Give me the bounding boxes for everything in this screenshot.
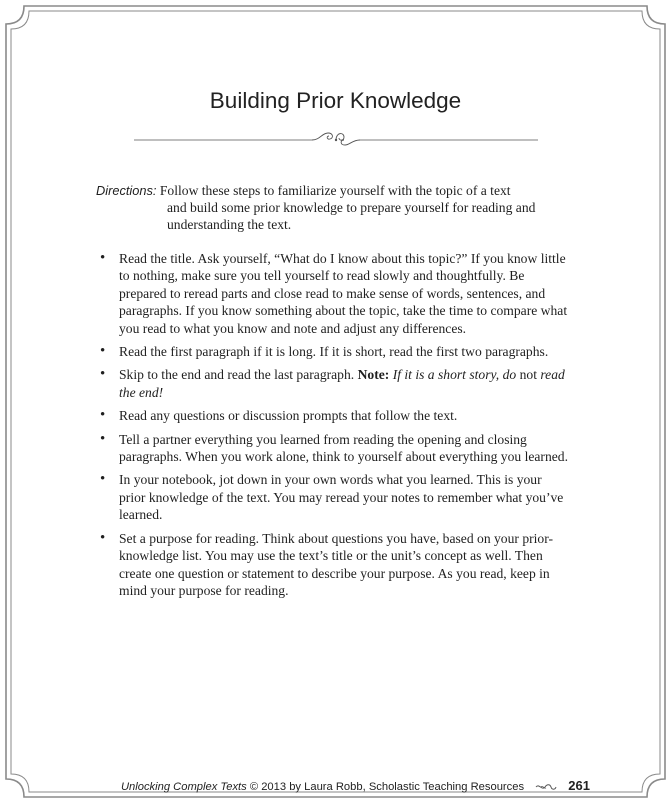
step-text: Tell a partner everything you learned from reading the opening and closing paragraphs. When you work alone, think to yourself about everything you learned.: [119, 431, 568, 465]
directions-text: and build some prior knowledge to prepare yourself for reading and understanding the text.: [167, 200, 536, 232]
directions-first-line: Follow these steps to familiarize yourself with the topic of a text: [159, 183, 511, 198]
note-text: do: [502, 367, 517, 383]
note-text: not: [519, 367, 537, 383]
step-text: Skip to the end and read the last paragraph.: [119, 367, 355, 383]
step-text: Set a purpose for reading. Think about questions you have, based on your prior-knowledge list. You may use the text’s title or the unit’s concept as well. Then create one question or statement to describe your purpose. As you read, keep in mind your purpose for reading.: [119, 530, 554, 598]
step-text: In your notebook, jot down in your own words what you learned. This is your prior knowledge of the text. You may reread your notes to remember what you’ve learned.: [119, 472, 564, 523]
list-item: [100, 250, 568, 337]
directions-block: [96, 182, 564, 233]
page-title: Building Prior Knowledge: [209, 88, 462, 113]
title-divider-ornament: [134, 128, 538, 148]
list-item: [100, 530, 568, 600]
list-item: [100, 343, 568, 360]
footer-credit: © 2013 by Laura Robb, Scholastic Teaching Resources: [246, 781, 525, 793]
page-footer: [100, 778, 590, 793]
footer-book-title: Unlocking Complex Texts: [120, 781, 247, 793]
steps-list: [100, 250, 568, 605]
footer-ornament-icon: [535, 782, 557, 792]
note-text: read the end!: [119, 367, 565, 400]
step-text: Read any questions or discussion prompts that follow the text.: [119, 408, 458, 424]
list-item: [100, 407, 568, 424]
step-text: Read the first paragraph if it is long. If it is short, read the first two paragraphs.: [119, 344, 549, 360]
list-item: [100, 431, 568, 466]
list-item: [100, 471, 568, 523]
list-item: [100, 366, 568, 401]
note-text: If it is a short story,: [392, 367, 500, 383]
step-text: Read the title. Ask yourself, “What do I know about this topic?” If you know little to nothing, make sure you tell yourself to read slowly and thoughtfully. Be prepared to reread parts and close read to make sense of words, sentences, and paragraphs. If you know something about the topic, take the time to compare what you read to what you know and note and adjust any differences.: [119, 251, 568, 336]
note-label: Note:: [357, 367, 390, 383]
directions-label: Directions:: [96, 183, 157, 198]
page-number: 261: [568, 778, 590, 793]
